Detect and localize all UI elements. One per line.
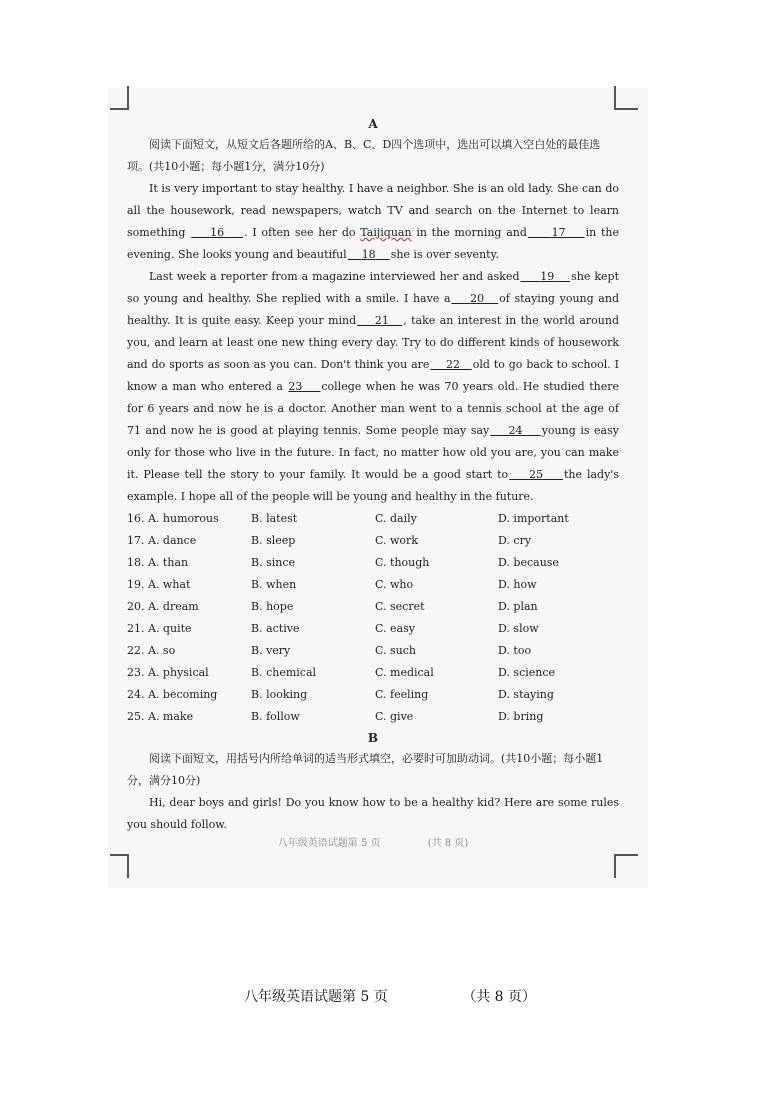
passage-text: in the morning and (416, 226, 527, 239)
option-a: A. dance (148, 534, 197, 547)
passage-text: . I often see her do (244, 226, 356, 239)
option-row (127, 684, 619, 706)
blank-21: 21 (374, 314, 389, 327)
question-number: 21. (127, 622, 145, 635)
option-b: B. very (251, 644, 291, 657)
option-b: B. active (251, 622, 300, 635)
option-a: A. humorous (148, 512, 219, 525)
passage-text: college when he was 70 years old. He studied there for 6 years and now he is a doctor. Another man went to a tennis school at the age of 71 and now he is good at playing tennis. Some people may say (127, 380, 619, 437)
question-number: 25. (127, 710, 145, 723)
blank-19: 19 (540, 270, 555, 283)
option-b: B. since (251, 556, 295, 569)
option-a: A. quite (148, 622, 192, 635)
question-number: 16. (127, 512, 145, 525)
option-d: D. how (498, 578, 537, 591)
section-b-instruction: 阅读下面短文，用括号内所给单词的适当形式填空，必要时可加助动词。(共10小题；每小题1分，满分10分) (127, 752, 604, 787)
section-b-title: B (367, 731, 379, 745)
option-row (127, 706, 619, 728)
page-footer-page: 八年级英语试题第 5 页 (243, 989, 388, 1005)
option-a: A. than (148, 556, 189, 569)
section-a-title: A (368, 117, 378, 131)
option-c: C. daily (375, 512, 417, 525)
passage-text: Last week a reporter from a magazine interviewed her and asked (149, 270, 520, 283)
blank-24: 24 (508, 424, 523, 437)
page-footer (0, 986, 780, 1006)
option-row (127, 530, 619, 552)
option-a: A. dream (148, 600, 199, 613)
taijiquan-term: Taijiquan (360, 226, 412, 239)
passage-text: in the evening. She looks young and beautiful (127, 226, 619, 261)
option-d: D. because (498, 556, 559, 569)
option-d: D. staying (498, 688, 554, 701)
option-d: D. important (498, 512, 569, 525)
option-c: C. medical (375, 666, 434, 679)
question-number: 20. (127, 600, 145, 613)
passage-text: she kept so young and healthy. She replied with a smile. I have a (127, 270, 619, 305)
section-a-instruction: 阅读下面短文，从短文后各题所给的A、B、C、D四个选项中，选出可以填入空白处的最佳选项。(共10小题；每小题1分，满分10分) (127, 138, 601, 173)
blank-17: 17 (551, 226, 566, 239)
scan-footer-page: 八年级英语试题第 5 页 (277, 838, 381, 849)
question-number: 18. (127, 556, 145, 569)
blank-18: 18 (361, 248, 376, 261)
blank-22: 22 (446, 358, 461, 371)
option-b: B. chemical (251, 666, 317, 679)
passage-text: old to go back to school. I know a man who entered a (127, 358, 619, 393)
passage-text: of staying young and healthy. It is quite easy. Keep your mind (127, 292, 619, 327)
passage-text: It is very important to stay healthy. I have a neighbor. She is an old lady. She can do all the housework, read newspapers, watch TV and search on the Internet to learn something (127, 182, 619, 239)
option-a: A. so (148, 644, 176, 657)
options-table (127, 508, 619, 728)
option-c: C. feeling (375, 688, 429, 701)
passage-text: , take an interest in the world around you, and learn at least one new thing every day. Try to do different kinds of housework and do sports as soon as you can. Don't think you are (127, 314, 619, 371)
option-d: D. bring (498, 710, 544, 723)
option-a: A. physical (148, 666, 209, 679)
option-row (127, 596, 619, 618)
question-number: 22. (127, 644, 145, 657)
option-c: C. such (375, 644, 416, 657)
blank-23: 23 (288, 380, 303, 393)
option-row (127, 640, 619, 662)
option-row (127, 508, 619, 530)
crop-mark-top-right (614, 86, 638, 110)
option-row (127, 618, 619, 640)
option-row (127, 552, 619, 574)
option-b: B. follow (251, 710, 300, 723)
crop-mark-bottom-left (110, 854, 129, 878)
crop-mark-top-left (110, 86, 129, 110)
option-b: B. hope (251, 600, 294, 613)
option-b: B. looking (251, 688, 308, 701)
option-a: A. what (148, 578, 191, 591)
option-c: C. work (375, 534, 418, 547)
question-number: 17. (127, 534, 145, 547)
passage-paragraph-2 (127, 266, 619, 508)
blank-20: 20 (470, 292, 485, 305)
passage-text: young is easy only for those who live in the future. In fact, no matter how old you are, you can make it. Please tell the story to your family. It would be a good start to (127, 424, 619, 481)
option-row (127, 662, 619, 684)
section-b-intro: Hi, dear boys and girls! Do you know how to be a healthy kid? Here are some rules you should follow. (127, 796, 619, 831)
question-number: 24. (127, 688, 145, 701)
passage-paragraph-1 (127, 178, 619, 266)
scan-footer (127, 834, 619, 849)
option-c: C. easy (375, 622, 415, 635)
option-c: C. secret (375, 600, 425, 613)
option-a: A. becoming (148, 688, 218, 701)
passage-text: she is over seventy. (390, 248, 499, 261)
option-b: B. sleep (251, 534, 296, 547)
question-number: 19. (127, 578, 145, 591)
option-a: A. make (148, 710, 194, 723)
option-c: C. give (375, 710, 414, 723)
crop-mark-bottom-right (614, 854, 638, 878)
option-d: D. cry (498, 534, 532, 547)
page-footer-total: （共 8 页） (462, 989, 537, 1005)
option-c: C. who (375, 578, 414, 591)
blank-25: 25 (529, 468, 544, 481)
option-d: D. science (498, 666, 556, 679)
option-c: C. though (375, 556, 430, 569)
exam-content (127, 114, 619, 836)
blank-16: 16 (210, 226, 225, 239)
scan-footer-total: (共 8 页) (427, 838, 469, 849)
option-d: D. plan (498, 600, 538, 613)
option-d: D. too (498, 644, 532, 657)
question-number: 23. (127, 666, 145, 679)
option-b: B. latest (251, 512, 298, 525)
option-b: B. when (251, 578, 297, 591)
passage-text: the lady's example. I hope all of the people will be young and healthy in the future. (127, 468, 619, 503)
option-row (127, 574, 619, 596)
option-d: D. slow (498, 622, 539, 635)
